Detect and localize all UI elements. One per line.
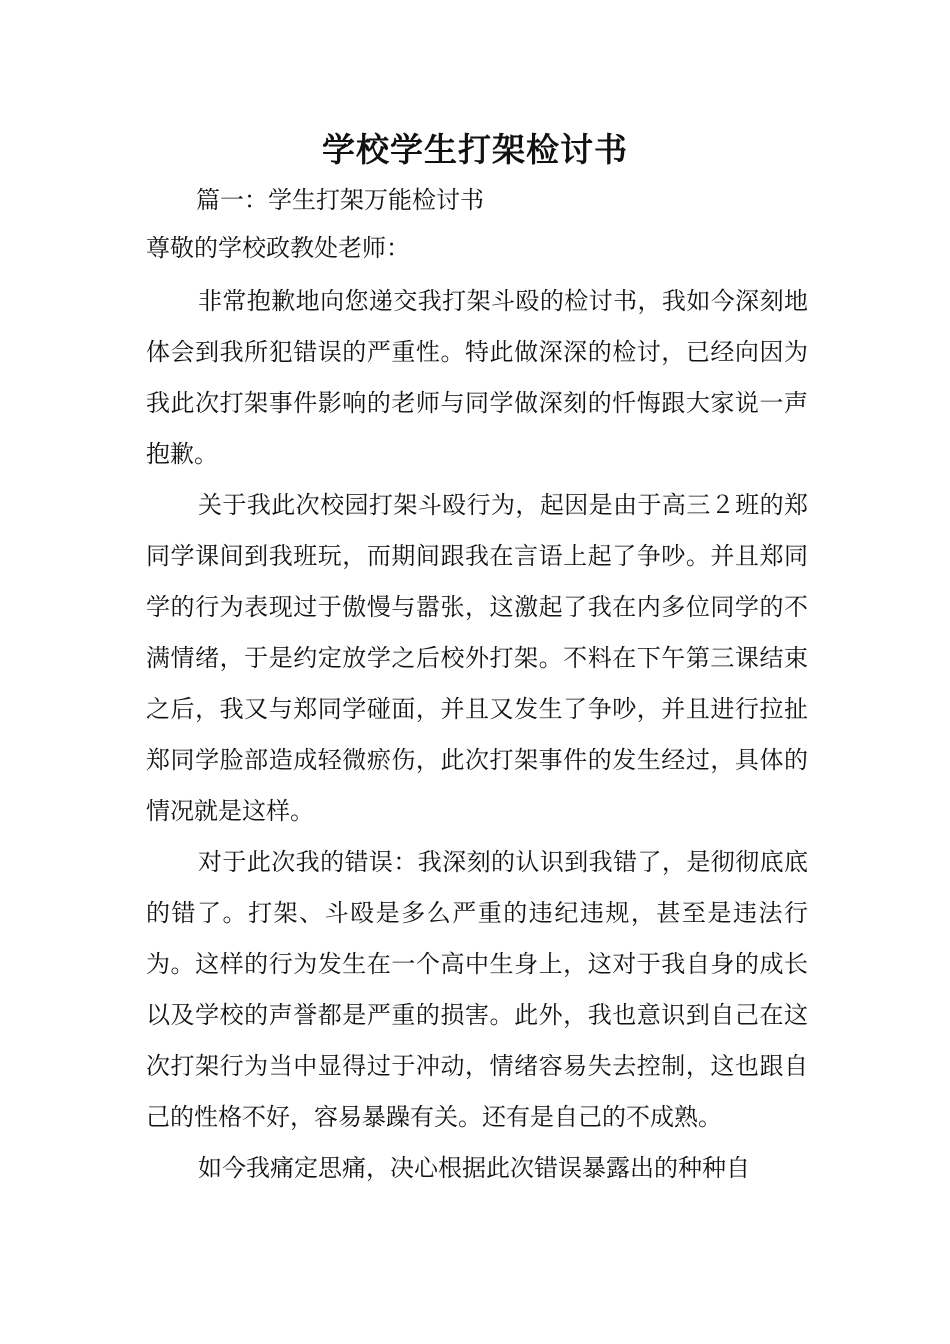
document-title: 学校学生打架检讨书 [322, 130, 628, 169]
document-subtitle: 篇一：学生打架万能检讨书 [196, 186, 484, 214]
paragraph-2: 关于我此次校园打架斗殴行为，起因是由于高三２班的郑同学课间到我班玩，而期间跟我在言语上起了争吵。并且郑同学的行为表现过于傲慢与嚣张，这激起了我在内多位同学的不满情绪，于是约定放学之后校外打架。不料在下午第三课结束之后，我又与郑同学碰面，并且又发生了争吵，并且进行拉扯郑同学脸部造成轻微瘀伤，此次打架事件的发生经过，具体的情况就是这样。 [146, 491, 808, 825]
paragraph-1: 非常抱歉地向您递交我打架斗殴的检讨书，我如今深刻地体会到我所犯错误的严重性。特此做深深的检讨，已经向因为我此次打架事件影响的老师与同学做深刻的忏悔跟大家说一声抱歉。 [146, 287, 808, 468]
paragraph-3: 对于此次我的错误：我深刻的认识到我错了，是彻彻底底的错了。打架、斗殴是多么严重的违纪违规，甚至是违法行为。这样的行为发生在一个高中生身上，这对于我自身的成长以及学校的声誉都是严重的损害。此外，我也意识到自己在这次打架行为当中显得过于冲动，情绪容易失去控制，这也跟自己的性格不好，容易暴躁有关。还有是自己的不成熟。 [146, 848, 808, 1131]
document-body [146, 276, 808, 1194]
paragraph-4: 如今我痛定思痛，决心根据此次错误暴露出的种种自 [198, 1154, 750, 1182]
salutation: 尊敬的学校政教处老师： [146, 234, 410, 262]
